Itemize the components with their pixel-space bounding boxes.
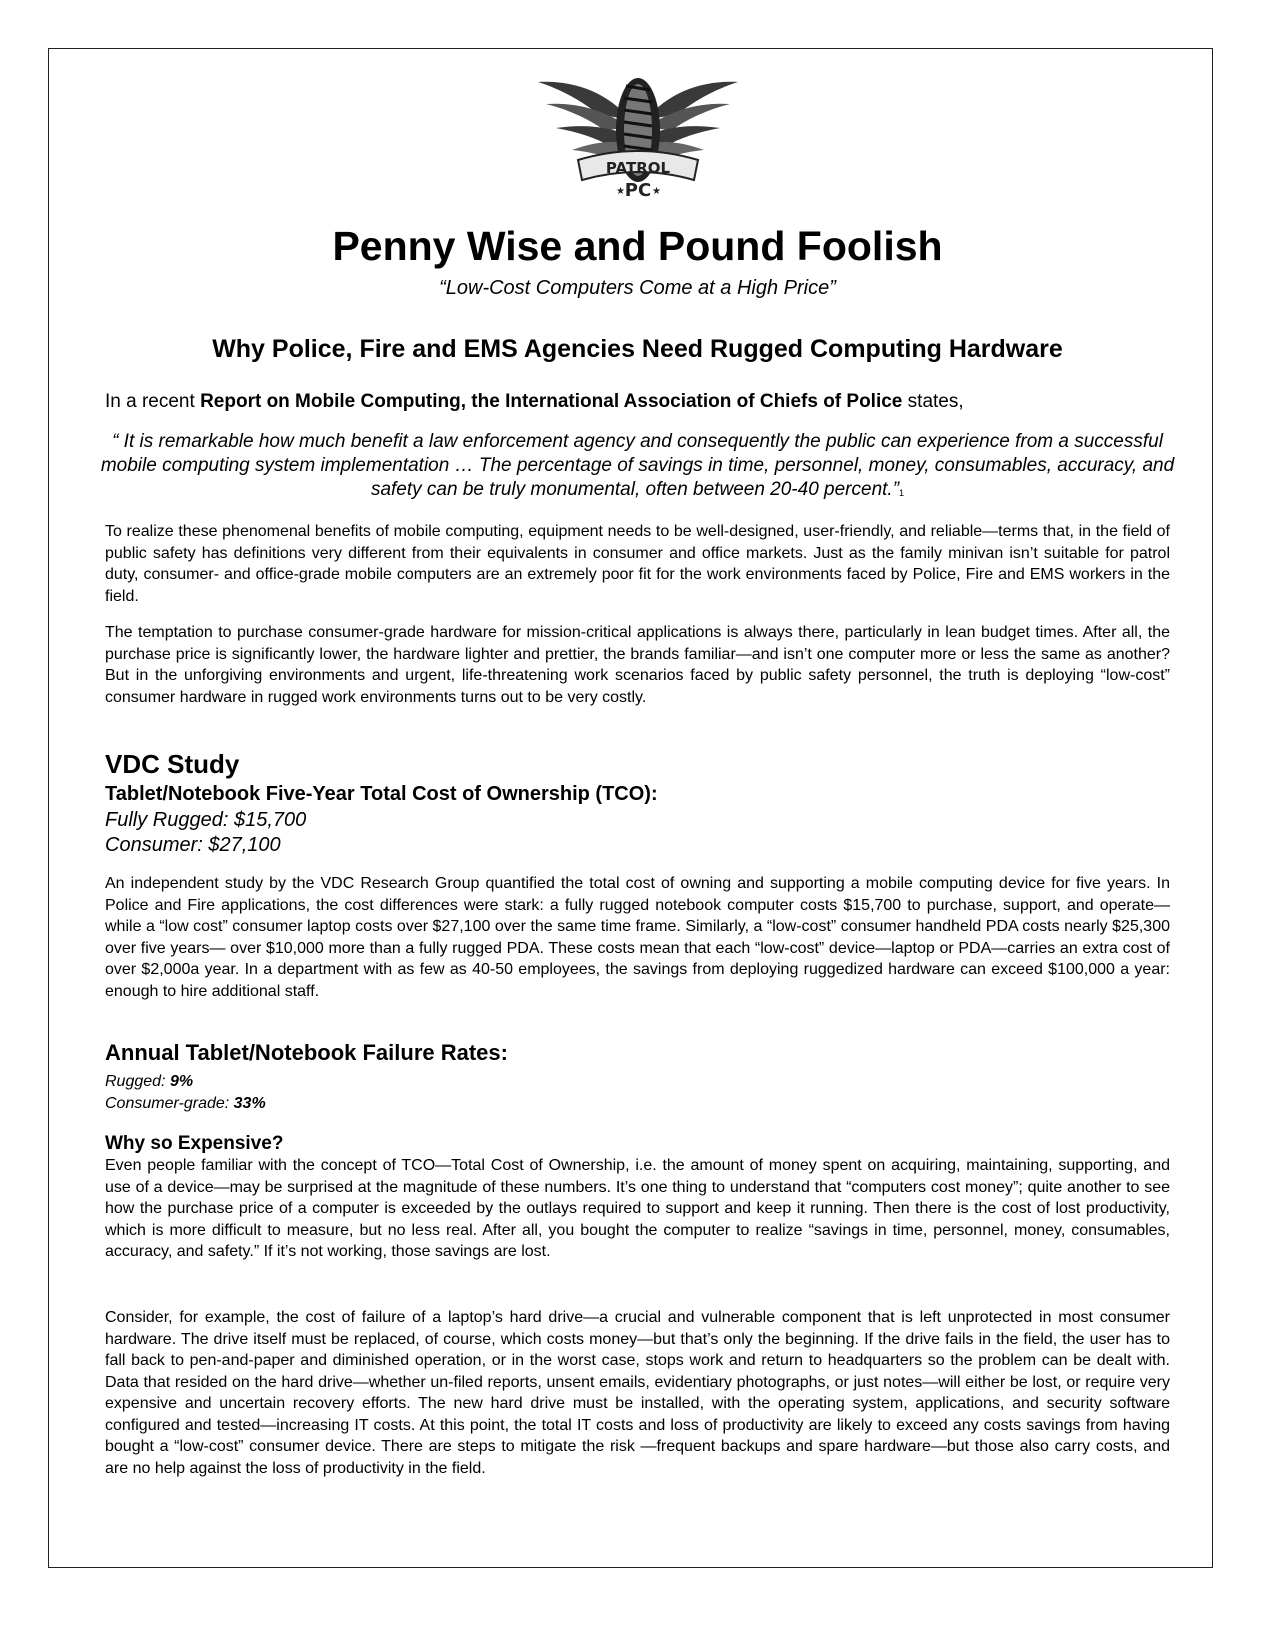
paragraph-temptation: The temptation to purchase consumer-grade hardware for mission-critical applications is always there, particularly in lean budget times. After all, the purchase price is significantly lower, the hardware lighter and prettier, the brands familiar—and isn’t one computer more or less the same as another? But in the unforgiving environments and urgent, life-threatening work scenarios faced by public safety personnel, the truth is deploying “low-cost” consumer hardware in rugged work environments turns out to be very costly. [105, 624, 1170, 706]
tco-heading: Tablet/Notebook Five-Year Total Cost of Ownership (TCO): [105, 783, 658, 805]
failure-rate-rugged [105, 1071, 1170, 1092]
rugged-label: Rugged: [105, 1073, 170, 1090]
tco-consumer: Consumer: $27,100 [105, 834, 281, 856]
intro-line [105, 390, 1170, 414]
intro-suffix: states, [902, 391, 964, 412]
svg-text:★: ★ [616, 186, 625, 197]
quote-text: “ It is remarkable how much benefit a law enforcement agency and consequently the public can experience from a successful mobile computing system implementation … The percentage of savings in time, personnel, money, consumables, accuracy, and safety can be truly monumental, often between 20-40 percent.” [100, 431, 1175, 500]
failure-rates-heading: Annual Tablet/Notebook Failure Rates: [105, 1040, 508, 1065]
patrol-pc-logo [538, 72, 738, 204]
footnote-marker: 1 [899, 488, 905, 498]
paragraph-hard-drive-example: Consider, for example, the cost of failure of a laptop’s hard drive—a crucial and vulnerable component that is left unprotected in most consumer hardware. The drive itself must be replaced, of course, which costs money—but that’s only the beginning. If the drive fails in the field, the user has to fall back to pen-and-paper and diminished operation, or in the worst case, stops work and return to headquarters so the problem can be dealt with. Data that resided on the hard drive—whether un-filed reports, unsent emails, evidentiary photographs, or just notes—will either be lost, or require very expensive and uncertain recovery efforts. The new hard drive must be installed, with the operating system, applications, and security software configured and tested—increasing IT costs. At this point, the total IT costs and loss of productivity are likely to exceed any costs savings from having bought a “low-cost” consumer device. There are steps to mitigate the risk —frequent backups and spare hardware—but those also carry costs, and are no help against the loss of productivity in the field. [105, 1309, 1170, 1477]
logo-text-pc: PC [624, 180, 652, 201]
consumer-value: 33% [233, 1095, 266, 1112]
paragraph-benefits: To realize these phenomenal benefits of mobile computing, equipment needs to be well-designed, user-friendly, and reliable—terms that, in the field of public safety has definitions very different from their equivalents in consumer and office markets. Just as the family minivan isn’t suitable for patrol duty, consumer- and office-grade mobile computers are an extremely poor fit for the work environments faced by Police, Fire and EMS workers in the field. [105, 523, 1170, 605]
vdc-heading: VDC Study [105, 749, 240, 779]
intro-prefix: In a recent [105, 391, 201, 412]
why-expensive-heading: Why so Expensive? [105, 1133, 284, 1154]
winged-tire-icon [538, 72, 738, 204]
failure-rate-consumer [105, 1093, 1170, 1114]
rugged-value: 9% [169, 1073, 194, 1090]
consumer-label: Consumer-grade: [105, 1095, 234, 1112]
paragraph-vdc-study: An independent study by the VDC Research Group quantified the total cost of owning and supporting a mobile computing device for five years. In Police and Fire applications, the cost differences were stark: a fully rugged notebook computer costs $15,700 to purchase, support, and operate—while a “low cost” consumer laptop costs over $27,100 over the same time frame. Similarly, a “low-cost” consumer handheld PDA costs nearly $25,300 over five years— over $10,000 more than a fully rugged PDA. These costs mean that each “low-cost” device—laptop or PDA—carries an extra cost of over $2,000a year. In a department with as few as 40-50 employees, the savings from deploying ruggedized hardware can exceed $100,000 a year: enough to hire additional staff. [105, 875, 1170, 1000]
tco-fully-rugged: Fully Rugged: $15,700 [105, 809, 307, 831]
page-title: Penny Wise and Pound Foolish [332, 223, 943, 269]
section-heading: Why Police, Fire and EMS Agencies Need Rugged Computing Hardware [212, 335, 1063, 363]
intro-report-name: Report on Mobile Computing, the International Association of Chiefs of Police [200, 391, 903, 412]
quote-block [95, 430, 1180, 505]
svg-text:★: ★ [652, 186, 661, 197]
page-subtitle: “Low-Cost Computers Come at a High Price” [439, 277, 836, 299]
logo-text-patrol: PATROL [605, 159, 671, 177]
paragraph-tco-explanation: Even people familiar with the concept of TCO—Total Cost of Ownership, i.e. the amount of money spent on acquiring, maintaining, supporting, and use of a device—may be surprised at the magnitude of these numbers. It’s one thing to understand that “computers cost money”; quite another to see how the purchase price of a computer is exceeded by the outlays required to support and keep it running. Then there is the cost of lost productivity, which is more difficult to measure, but no less real. After all, you bought the computer to realize “savings in time, personnel, money, consumables, accuracy, and safety.” If it’s not working, those savings are lost. [105, 1157, 1170, 1260]
